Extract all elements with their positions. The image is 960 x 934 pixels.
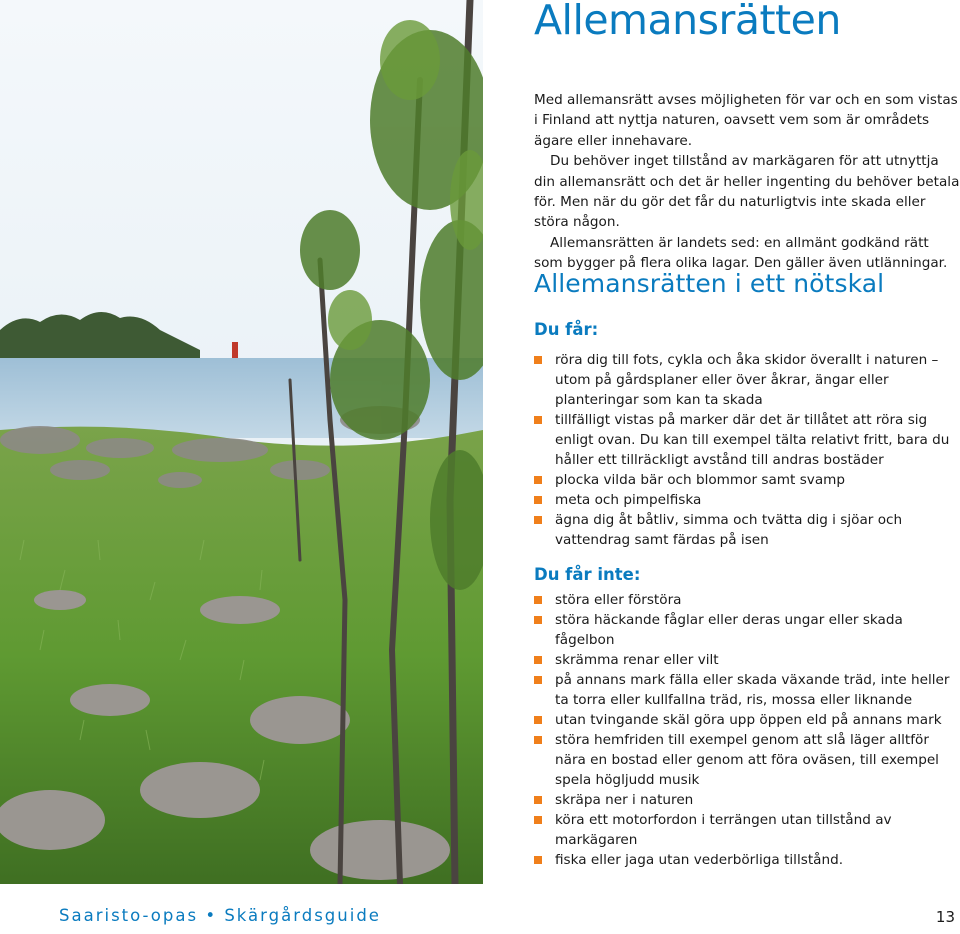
coastal-landscape-photo xyxy=(0,0,483,884)
square-bullet-icon xyxy=(534,856,542,864)
square-bullet-icon xyxy=(534,796,542,804)
list-item: röra dig till fots, cykla och åka skidor överallt i naturen – utom på gårdsplaner eller över åkrar, ängar eller planteringar som kan ta skada xyxy=(534,350,960,410)
list-item: störa häckande fåglar eller deras ungar eller skada fågelbon xyxy=(534,610,960,650)
list-item: utan tvingande skäl göra upp öppen eld på annans mark xyxy=(534,710,960,730)
list-item: skräpa ner i naturen xyxy=(534,790,960,810)
square-bullet-icon xyxy=(534,516,542,524)
footer-separator: • xyxy=(205,906,218,925)
list-item: skrämma renar eller vilt xyxy=(534,650,960,670)
list-item: på annans mark fälla eller skada växande träd, inte heller ta torra eller kullfallna träd, ris, mossa eller liknande xyxy=(534,670,960,710)
square-bullet-icon xyxy=(534,656,542,664)
square-bullet-icon xyxy=(534,496,542,504)
square-bullet-icon xyxy=(534,736,542,744)
square-bullet-icon xyxy=(534,596,542,604)
may-not-heading: Du får inte: xyxy=(534,565,641,584)
square-bullet-icon xyxy=(534,816,542,824)
square-bullet-icon xyxy=(534,416,542,424)
list-item: ägna dig åt båtliv, simma och tvätta dig i sjöar och vattendrag samt färdas på isen xyxy=(534,510,960,550)
page-title: Allemansrätten xyxy=(534,0,841,44)
square-bullet-icon xyxy=(534,716,542,724)
square-bullet-icon xyxy=(534,616,542,624)
section-title: Allemansrätten i ett nötskal xyxy=(534,269,885,298)
may-not-list xyxy=(534,590,960,870)
list-item: meta och pimpelfiska xyxy=(534,490,960,510)
intro-paragraph: Allemansrätten är landets sed: en allmänt godkänd rätt som bygger på flera olika lagar. Den gäller även utlänningar. xyxy=(534,234,948,272)
intro-paragraph: Du behöver inget tillstånd av markägaren för att utnyttja din allemansrätt och det är heller ingenting du behöver betala för. Men när du gör det får du naturligtvis inte skada eller störa någon. xyxy=(534,153,960,231)
may-list xyxy=(534,350,960,550)
list-item: störa hemfriden till exempel genom att slå läger alltför nära en bostad eller genom att föra oväsen, till exempel spela högljudd musik xyxy=(534,730,960,790)
square-bullet-icon xyxy=(534,676,542,684)
list-item: plocka vilda bär och blommor samt svamp xyxy=(534,470,960,490)
footer-title-swedish: Skärgårdsguide xyxy=(224,906,381,925)
list-item: köra ett motorfordon i terrängen utan tillstånd av markägaren xyxy=(534,810,960,850)
list-item: fiska eller jaga utan vederbörliga tillstånd. xyxy=(534,850,960,870)
page-number: 13 xyxy=(935,908,955,926)
square-bullet-icon xyxy=(534,476,542,484)
square-bullet-icon xyxy=(534,356,542,364)
intro-paragraph: Med allemansrätt avses möjligheten för var och en som vistas i Finland att nyttja naturen, oavsett vem som är områdets ägare eller innehavare. xyxy=(534,92,958,149)
may-heading: Du får: xyxy=(534,320,599,339)
intro-text xyxy=(534,90,960,274)
list-item: störa eller förstöra xyxy=(534,590,960,610)
footer-guide-title xyxy=(59,906,381,925)
footer-title-finnish: Saaristo-opas xyxy=(59,906,199,925)
list-item: tillfälligt vistas på marker där det är tillåtet att röra sig enligt ovan. Du kan till exempel tälta relativt fritt, bara du håller ett tillräckligt avstånd till andras bostäder xyxy=(534,410,960,470)
